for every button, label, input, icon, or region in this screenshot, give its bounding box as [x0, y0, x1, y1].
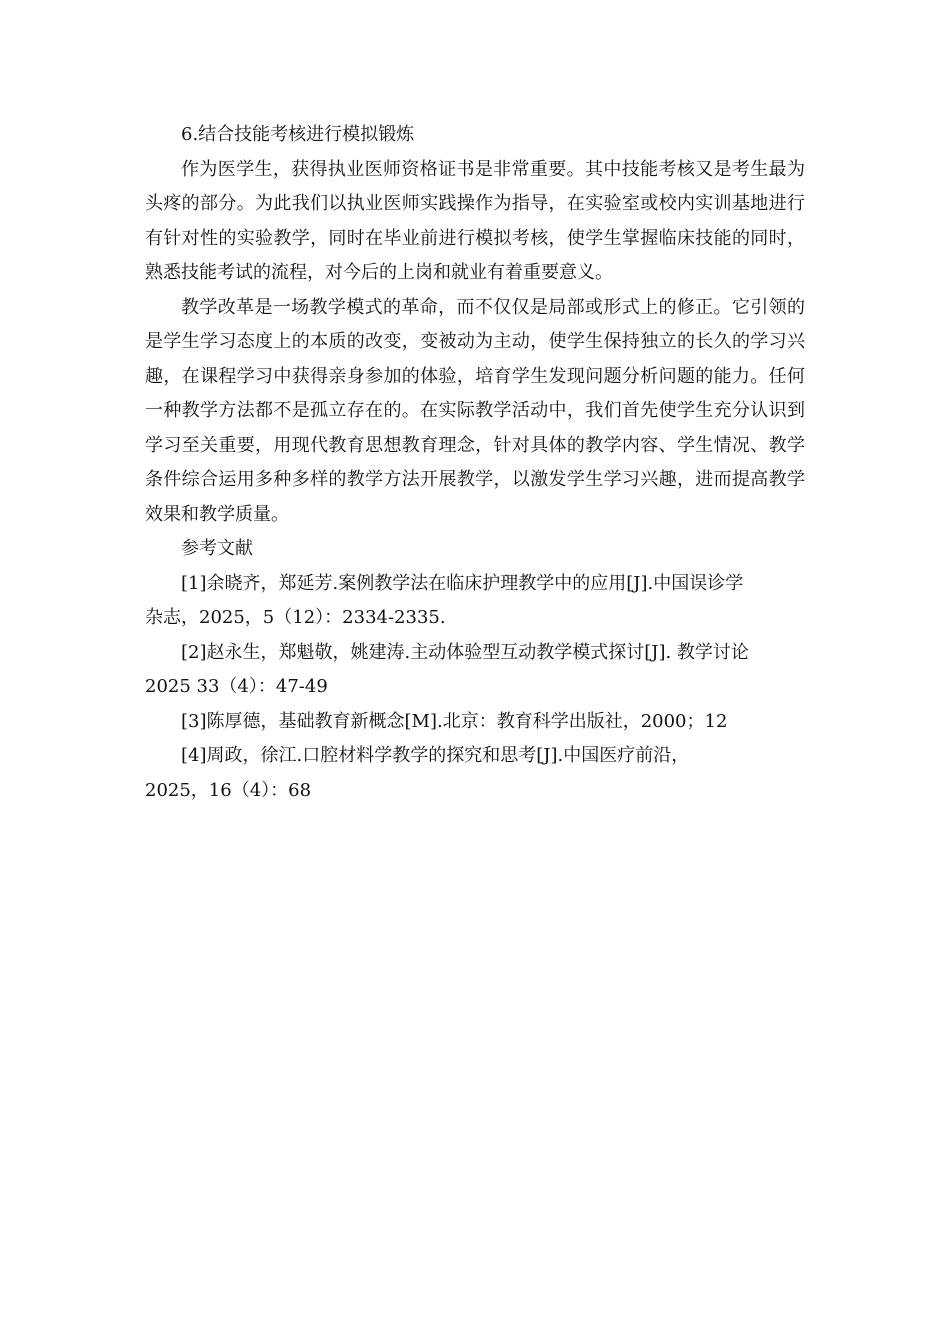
reference-item: [145, 739, 805, 808]
reference-item: [145, 705, 805, 740]
reference-line: [2]赵永生，郑魁敬，姚建涛.主动体验型互动教学模式探讨[J]. 教学讨论: [181, 641, 749, 663]
reference-line-continued: 2025 33（4）：47-49: [145, 676, 328, 697]
references-heading: 参考文献: [181, 538, 253, 559]
reference-item: [145, 636, 805, 705]
section-heading: 6.结合技能考核进行模拟锻炼: [181, 124, 415, 145]
reference-line: [1]余晓齐，郑延芳.案例教学法在临床护理教学中的应用[J].中国误诊学: [181, 572, 744, 594]
reference-line-continued: 杂志，2025，5（12）：2334-2335.: [145, 607, 446, 628]
paragraph-teaching-reform: 教学改革是一场教学模式的革命，而不仅仅是局部或形式上的修正。它引领的是学生学习态度上的本质的改变，变被动为主动，使学生保持独立的长久的学习兴趣，在课程学习中获得亲身参加的体验，培育学生发现问题分析问题的能力。任何一种教学方法都不是孤立存在的。在实际教学活动中，我们首先使学生充分认识到学习至关重要，用现代教育思想教育理念，针对具体的教学内容、学生情况、教学条件综合运用多种多样的教学方法开展教学，以激发学生学习兴趣，进而提高教学效果和教学质量。: [145, 296, 805, 525]
reference-line: [4]周政，徐江.口腔材料学教学的探究和思考[J].中国医疗前沿，: [181, 745, 690, 766]
reference-line-continued: 2025，16（4）：68: [145, 779, 312, 801]
paragraph-skills-assessment: 作为医学生，获得执业医师资格证书是非常重要。其中技能考核又是考生最为头疼的部分。为此我们以执业医师实践操作为指导，在实验室或校内实训基地进行有针对性的实验教学，同时在毕业前进行模拟考核，使学生掌握临床技能的同时，熟悉技能考试的流程，对今后的上岗和就业有着重要意义。: [145, 158, 805, 283]
document-page: [145, 118, 805, 808]
reference-line: [3]陈厚德，基础教育新概念[M].北京：教育科学出版社，2000；12: [181, 710, 728, 732]
reference-item: [145, 567, 805, 636]
